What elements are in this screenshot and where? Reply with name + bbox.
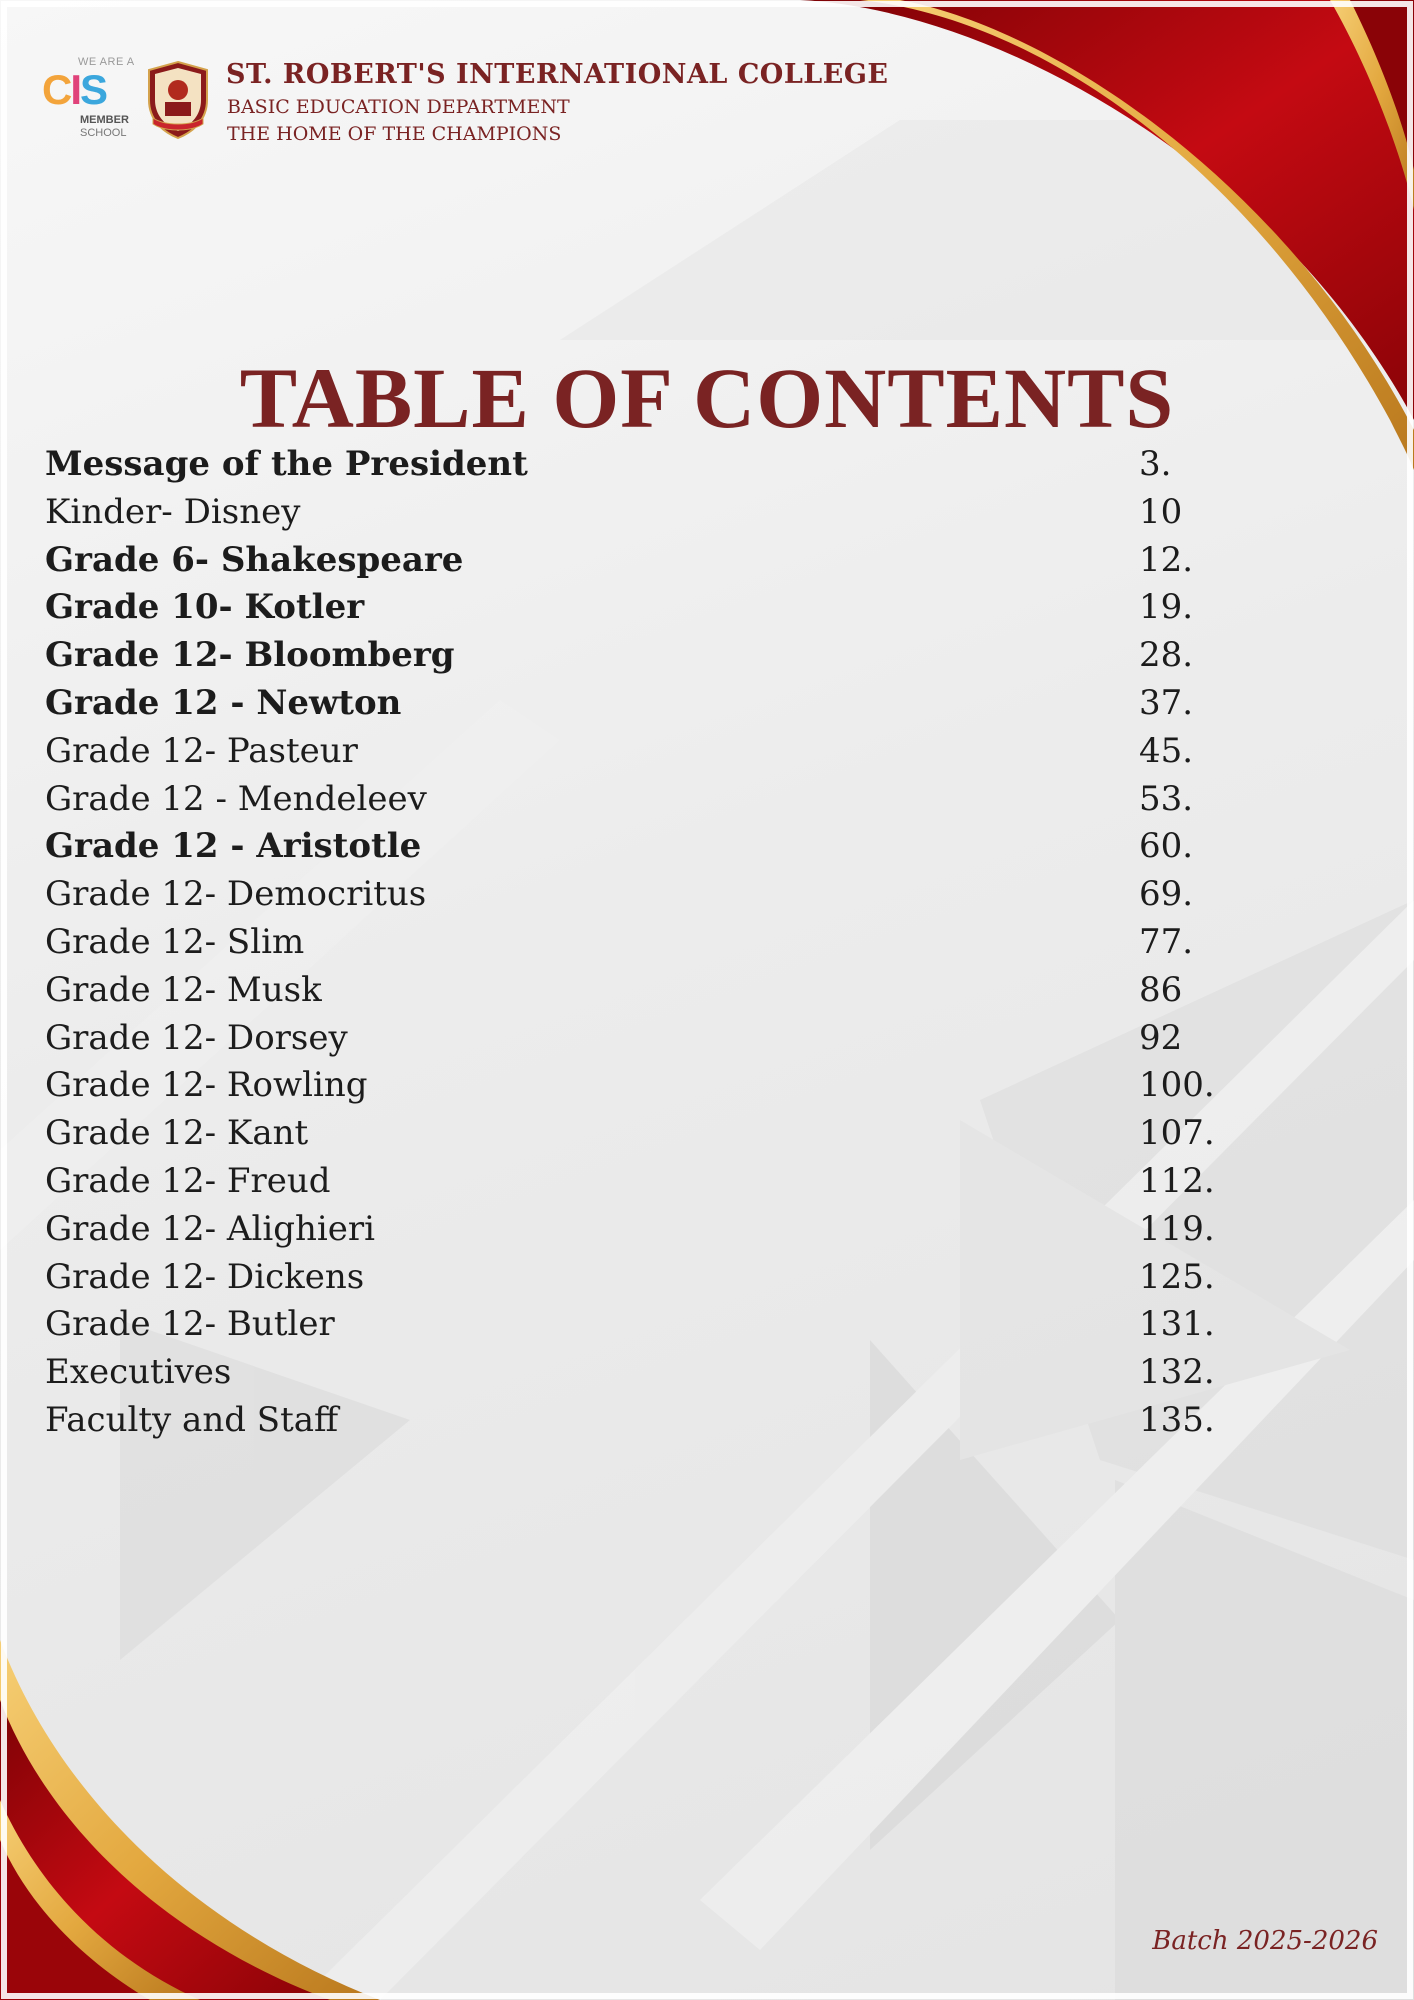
toc-entry-label: Grade 12- Freud: [45, 1160, 331, 1201]
toc-entry[interactable]: [45, 870, 1245, 918]
toc-entry-page: 132.: [1139, 1352, 1215, 1393]
cis-member-text: MEMBER: [80, 114, 129, 126]
toc-entry-page: 10: [1139, 491, 1183, 532]
toc-entry-label: Grade 12- Dorsey: [45, 1017, 348, 1058]
toc-entry[interactable]: [45, 440, 1245, 488]
toc-entry-label: Grade 12 - Mendeleev: [45, 778, 427, 819]
toc-entry-label: Grade 10- Kotler: [45, 587, 365, 628]
toc-entry[interactable]: [45, 1014, 1245, 1062]
toc-entry[interactable]: [45, 488, 1245, 536]
toc-entry-label: Grade 12- Rowling: [45, 1065, 368, 1106]
toc-entry-label: Grade 12 - Aristotle: [45, 826, 422, 867]
toc-entry[interactable]: [45, 1348, 1245, 1396]
toc-entry-label: Grade 12- Kant: [45, 1113, 309, 1154]
toc-entry-page: 131.: [1139, 1304, 1215, 1345]
toc-entry-page: 125.: [1139, 1256, 1215, 1297]
toc-entry-label: Grade 12- Bloomberg: [45, 635, 455, 676]
toc-entry-label: Grade 12- Butler: [45, 1304, 335, 1345]
toc-entry-page: 12.: [1139, 539, 1194, 580]
toc-entry-label: Message of the President: [45, 444, 528, 484]
cis-school-text: SCHOOL: [80, 127, 127, 139]
toc-entry[interactable]: [45, 1109, 1245, 1157]
toc-entry-label: Grade 12- Pasteur: [45, 730, 358, 771]
toc-entry-label: Grade 12- Dickens: [45, 1256, 365, 1297]
college-motto: THE HOME OF THE CHAMPIONS: [227, 123, 562, 145]
toc-entry-page: 119.: [1139, 1208, 1215, 1249]
toc-entry[interactable]: [45, 918, 1245, 966]
cis-letters: CIS: [42, 66, 107, 113]
toc-entry-label: Grade 12- Musk: [45, 969, 322, 1010]
toc-entry-page: 60.: [1139, 826, 1194, 867]
cis-member-school-logo: [40, 52, 140, 142]
toc-entry[interactable]: [45, 583, 1245, 631]
batch-label: Batch 2025-2026: [1152, 1926, 1378, 1956]
cis-top-text: WE ARE A: [78, 56, 135, 68]
toc-entry[interactable]: [45, 1205, 1245, 1253]
bottom-left-ribbon: [0, 1640, 380, 2000]
toc-entry-page: 112.: [1139, 1160, 1215, 1201]
toc-entry[interactable]: [45, 1300, 1245, 1348]
toc-entry[interactable]: [45, 1253, 1245, 1301]
toc-entry-page: 53.: [1139, 778, 1194, 819]
toc-entry-label: Grade 12- Alighieri: [45, 1208, 376, 1249]
toc-entry[interactable]: [45, 631, 1245, 679]
toc-entry-label: Grade 6- Shakespeare: [45, 539, 464, 580]
toc-entry[interactable]: [45, 822, 1245, 870]
toc-entry[interactable]: [45, 536, 1245, 584]
toc-entry-page: 135.: [1139, 1399, 1215, 1440]
toc-entry-page: 77.: [1139, 921, 1194, 962]
toc-entry[interactable]: [45, 727, 1245, 775]
toc-entry[interactable]: [45, 966, 1245, 1014]
college-name: ST. ROBERT'S INTERNATIONAL COLLEGE: [226, 59, 889, 90]
toc-entry-page: 45.: [1139, 730, 1194, 771]
department-name: BASIC EDUCATION DEPARTMENT: [227, 96, 570, 118]
toc-entry-page: 3.: [1139, 444, 1172, 484]
toc-entry-page: 86: [1139, 969, 1183, 1010]
toc-entry-label: Executives: [45, 1352, 232, 1393]
toc-entry[interactable]: [45, 1396, 1245, 1444]
toc-entry[interactable]: [45, 1061, 1245, 1109]
toc-entry[interactable]: [45, 775, 1245, 823]
toc-entry-page: 92: [1139, 1017, 1183, 1058]
toc-entry-page: 28.: [1139, 635, 1194, 676]
toc-entry-page: 19.: [1139, 587, 1194, 628]
toc-entry-label: Grade 12- Democritus: [45, 874, 427, 915]
toc-entry-page: 100.: [1139, 1065, 1215, 1106]
toc-entry-label: Grade 12 - Newton: [45, 682, 402, 723]
toc-entry-page: 37.: [1139, 682, 1194, 723]
toc-entry-label: Kinder- Disney: [45, 491, 301, 532]
page-title: TABLE OF CONTENTS: [239, 349, 1175, 446]
toc-entry-label: Faculty and Staff: [45, 1399, 339, 1440]
toc-list: [45, 440, 1245, 1444]
toc-entry-label: Grade 12- Slim: [45, 921, 305, 962]
toc-entry-page: 107.: [1139, 1113, 1215, 1154]
college-crest-icon: [143, 60, 213, 140]
toc-entry[interactable]: [45, 679, 1245, 727]
toc-entry[interactable]: [45, 1157, 1245, 1205]
toc-entry-page: 69.: [1139, 874, 1194, 915]
